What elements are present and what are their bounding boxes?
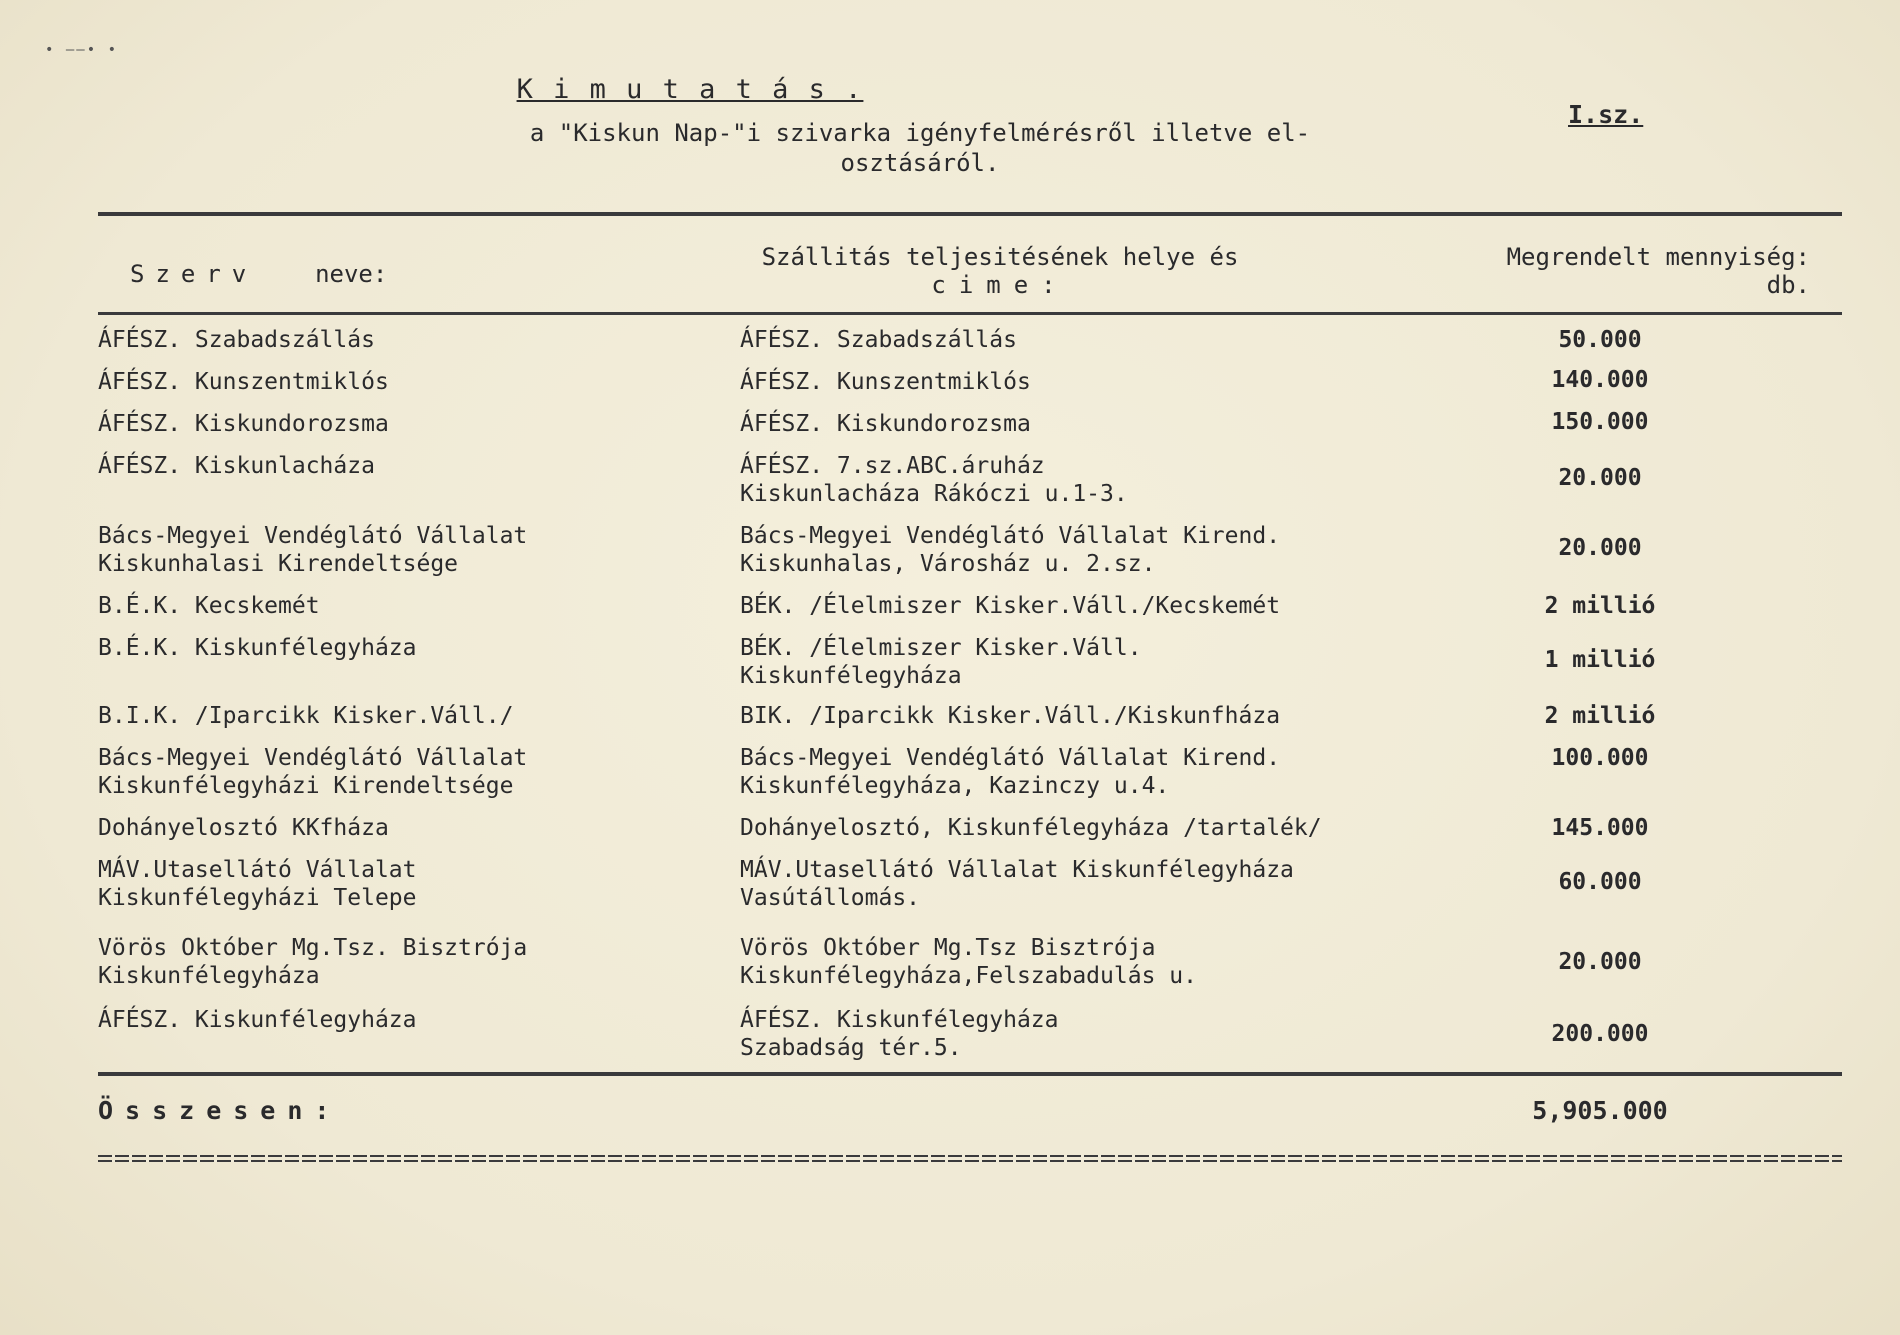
row-quantity: 20.000 [1558, 535, 1642, 561]
row-place: ÁFÉSZ. Kiskunfélegyháza Szabadság tér.5. [740, 1007, 1059, 1061]
row-quantity: 60.000 [1558, 869, 1642, 895]
row-org: Bács-Megyei Vendéglátó Vállalat Kiskunhalasi Kirendeltsége [98, 523, 528, 577]
bottom-double-rule [98, 1155, 1842, 1162]
row-quantity: 50.000 [1558, 327, 1642, 353]
row-place: Bács-Megyei Vendéglátó Vállalat Kirend. Kiskunhalas, Városház u. 2.sz. [740, 523, 1281, 577]
row-org: B.É.K. Kecskemét [98, 593, 320, 619]
document-number: I.sz. [1568, 100, 1644, 129]
row-quantity: 20.000 [1558, 949, 1642, 975]
row-org: ÁFÉSZ. Kunszentmiklós [98, 369, 389, 395]
document-title: K i m u t a t á s . [516, 74, 864, 105]
column-header-quantity-line2: db. [1766, 271, 1810, 299]
header-rule [98, 312, 1842, 315]
row-quantity: 150.000 [1551, 409, 1649, 435]
row-org: Vörös Október Mg.Tsz. Bisztrója Kiskunfélegyháza [98, 935, 528, 989]
row-quantity: 200.000 [1551, 1021, 1649, 1047]
column-header-delivery [700, 243, 1300, 299]
row-org: MÁV.Utasellátó Vállalat Kiskunfélegyházi Telepe [98, 857, 417, 911]
row-org: ÁFÉSZ. Kiskunfélegyháza [98, 1007, 417, 1033]
total-rule [98, 1072, 1842, 1076]
row-quantity: 100.000 [1551, 745, 1649, 771]
total-value: 5,905.000 [1532, 1096, 1668, 1125]
row-place: BÉK. /Élelmiszer Kisker.Váll./Kecskemét [740, 593, 1281, 619]
row-quantity: 2 millió [1544, 703, 1656, 729]
row-org: Bács-Megyei Vendéglátó Vállalat Kiskunfélegyházi Kirendeltsége [98, 745, 528, 799]
row-place: ÁFÉSZ. Kiskundorozsma [740, 411, 1031, 437]
row-place: BIK. /Iparcikk Kisker.Váll./Kiskunfháza [740, 703, 1281, 729]
row-place: Dohányelosztó, Kiskunfélegyháza /tartalék/ [740, 815, 1322, 841]
row-place: ÁFÉSZ. Kunszentmiklós [740, 369, 1031, 395]
row-org: Dohányelosztó KKfháza [98, 815, 389, 841]
column-header-org-b: neve: [315, 260, 388, 288]
row-quantity: 2 millió [1544, 593, 1656, 619]
total-label: Összesen: [98, 1096, 342, 1125]
row-org: ÁFÉSZ. Kiskunlacháza [98, 453, 375, 479]
row-quantity: 140.000 [1551, 367, 1649, 393]
document-subtitle [430, 118, 1410, 178]
row-quantity: 1 millió [1544, 647, 1656, 673]
row-place: ÁFÉSZ. Szabadszállás [740, 327, 1017, 353]
column-header-delivery-line2: cime: [931, 271, 1069, 299]
row-org: B.É.K. Kiskunfélegyháza [98, 635, 417, 661]
row-place: ÁFÉSZ. 7.sz.ABC.áruház Kiskunlacháza Rákóczi u.1-3. [740, 453, 1128, 507]
row-org: ÁFÉSZ. Szabadszállás [98, 327, 375, 353]
subtitle-line-1: a "Kiskun Nap-"i szivarka igényfelmérésről illetve el- [529, 119, 1311, 147]
row-quantity: 20.000 [1558, 465, 1642, 491]
row-place: BÉK. /Élelmiszer Kisker.Váll. Kiskunfélegyháza [740, 635, 1142, 689]
subtitle-line-2: osztásáról. [840, 149, 1000, 177]
column-header-delivery-line1: Szállitás teljesitésének helye és [761, 243, 1239, 271]
column-header-quantity [1440, 243, 1810, 299]
top-rule [98, 212, 1842, 216]
corner-mark: • ––• • [45, 42, 119, 58]
column-header-org [130, 260, 387, 288]
column-header-quantity-line1: Megrendelt mennyiség: [1506, 243, 1810, 271]
row-org: B.I.K. /Iparcikk Kisker.Váll./ [98, 703, 514, 729]
row-place: Vörös Október Mg.Tsz Bisztrója Kiskunfélegyháza,Felszabadulás u. [740, 935, 1197, 989]
column-header-org-a: Szerv [130, 260, 258, 288]
row-org: ÁFÉSZ. Kiskundorozsma [98, 411, 389, 437]
row-quantity: 145.000 [1551, 815, 1649, 841]
row-place: Bács-Megyei Vendéglátó Vállalat Kirend. Kiskunfélegyháza, Kazinczy u.4. [740, 745, 1281, 799]
row-place: MÁV.Utasellátó Vállalat Kiskunfélegyháza Vasútállomás. [740, 857, 1294, 911]
